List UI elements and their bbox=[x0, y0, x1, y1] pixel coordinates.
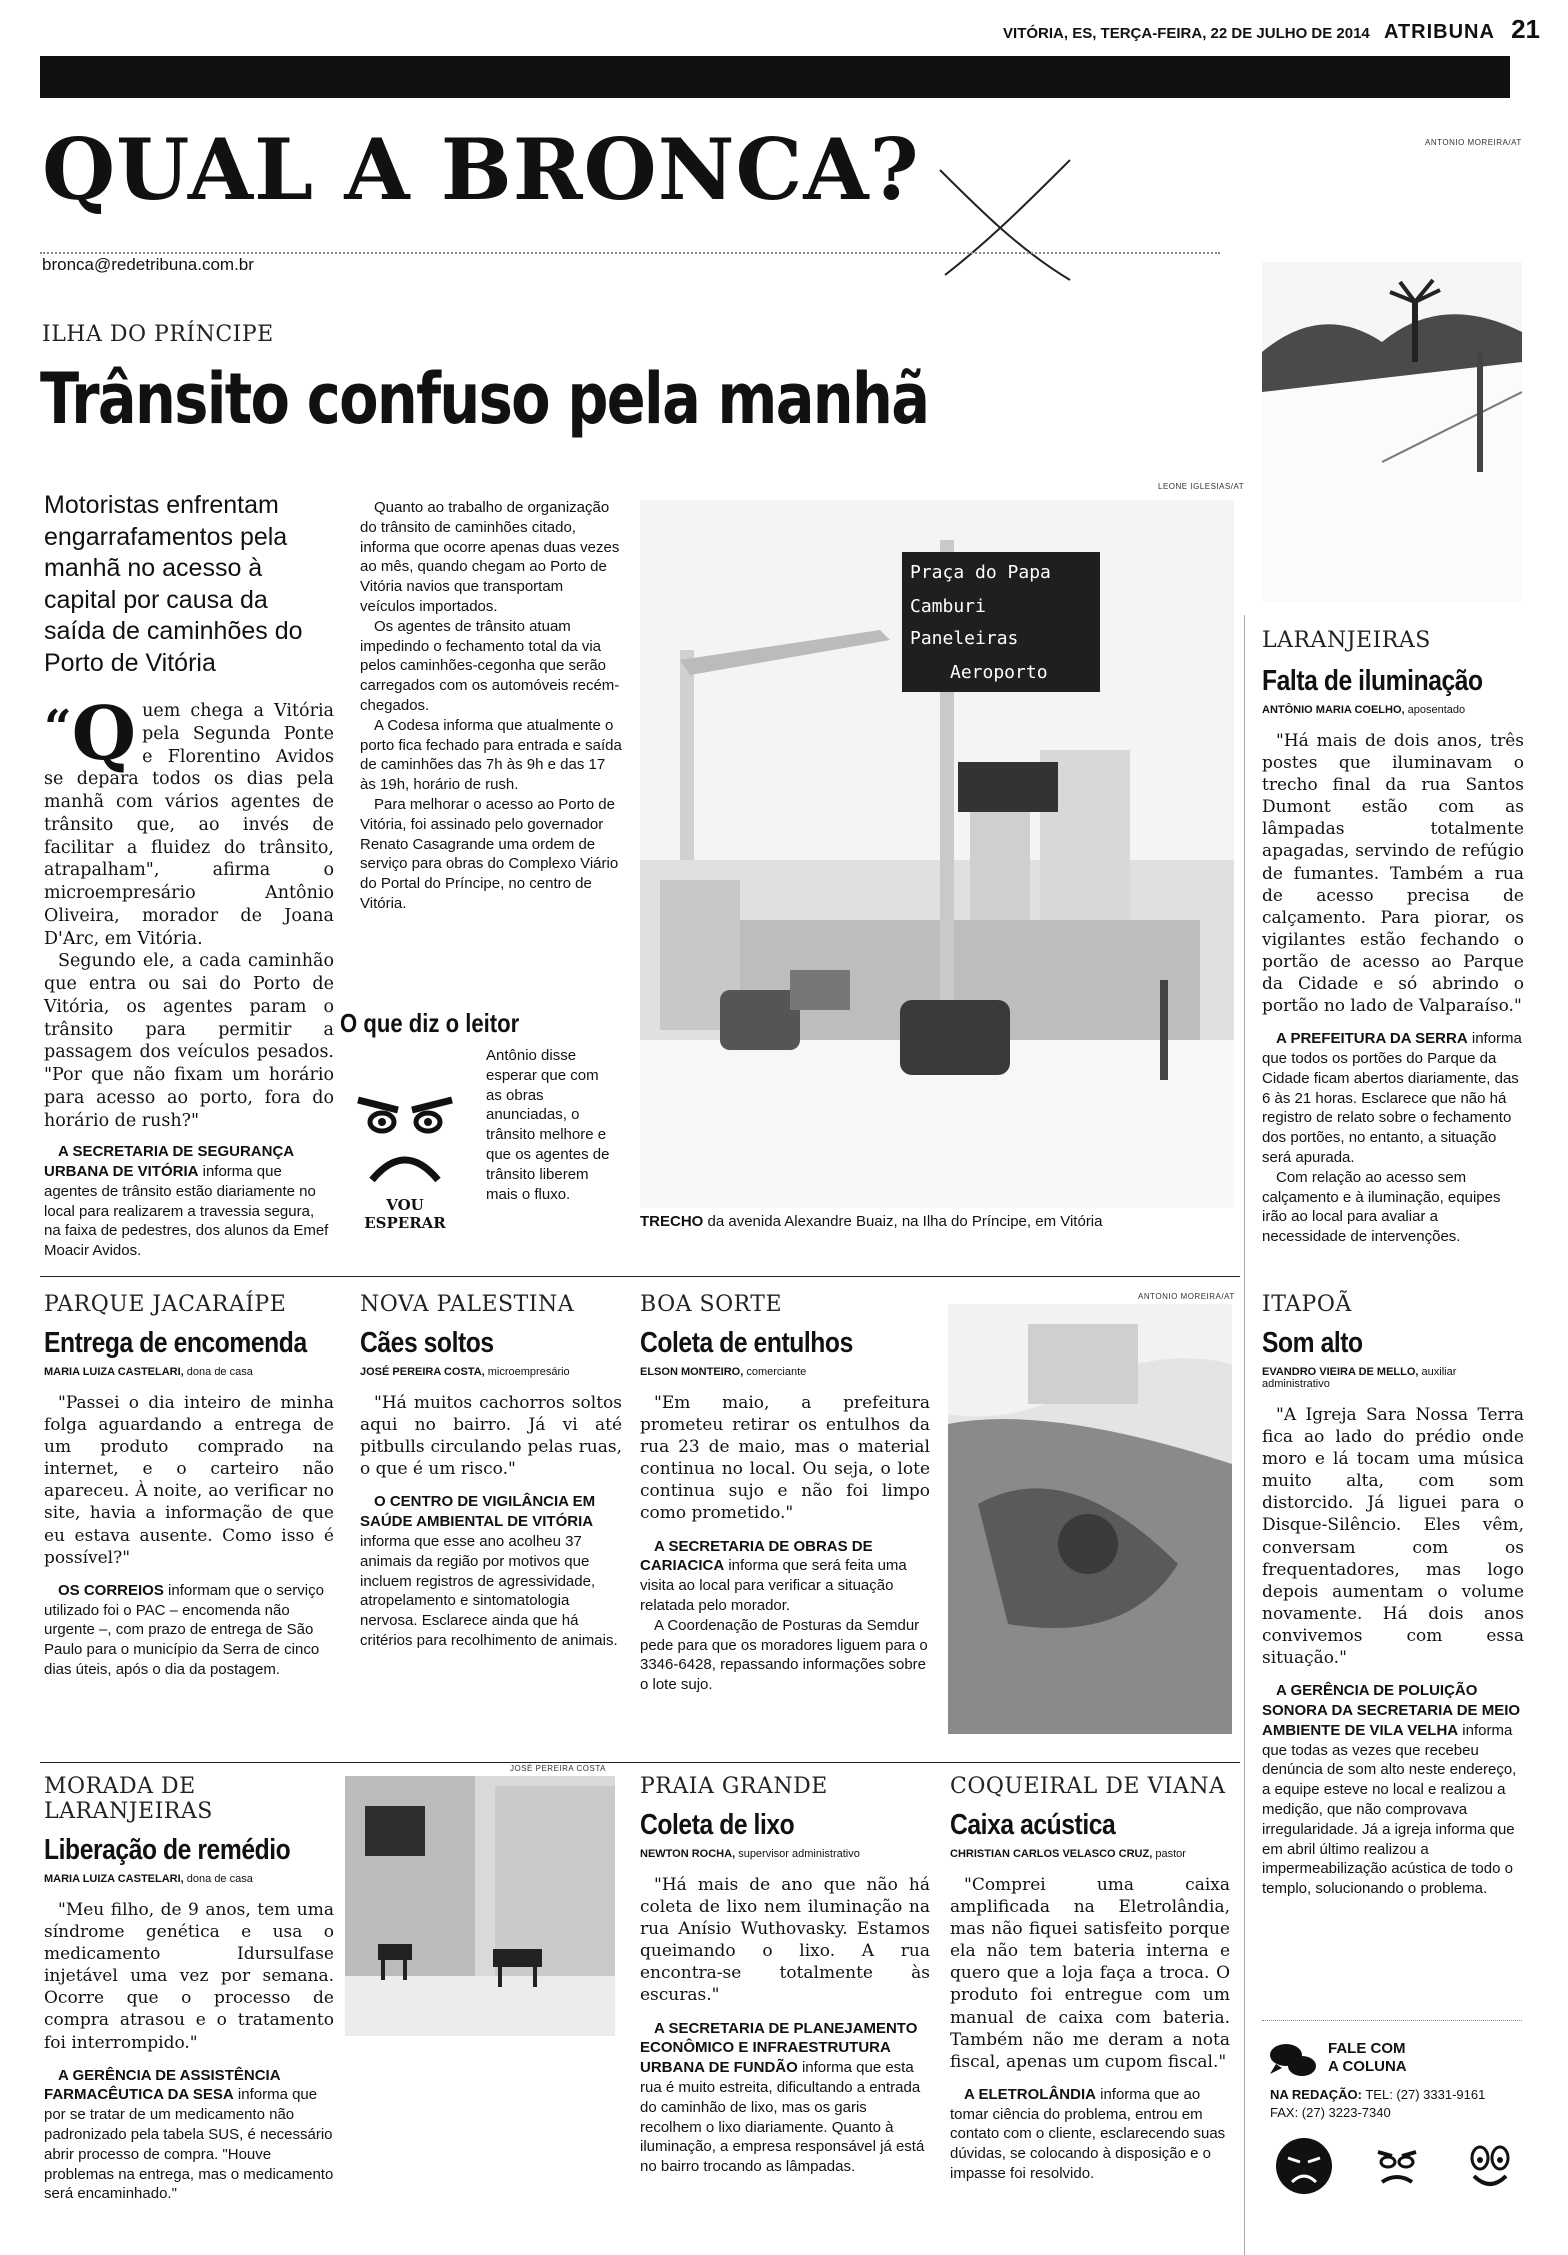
dateline: VITÓRIA, ES, TERÇA-FEIRA, 22 DE JULHO DE 2014 bbox=[1003, 25, 1370, 42]
rating-faces bbox=[1268, 2130, 1528, 2210]
boasorte-photo-credit: ANTONIO MOREIRA/AT bbox=[1138, 1292, 1235, 1301]
dotted-rule bbox=[40, 252, 1220, 254]
column-email[interactable]: bronca@redetribuna.com.br bbox=[42, 255, 254, 274]
praia-byline: NEWTON ROCHA, supervisor administrativo bbox=[640, 1848, 860, 1860]
boasorte-quote: "Em maio, a prefeitura prometeu retirar os entulhos da rua 23 de maio, mas o material continua no local. Ou seja, o lote continua sujo e não foi limpo como prometido." bbox=[640, 1393, 930, 1524]
coqueiral-response: A ELETROLÂNDIA informa que ao tomar ciência do problema, entrou em contato com o cliente, esclarecendo suas dúvidas, se colocando à disposição e o impasse foi resolvido. bbox=[950, 2085, 1226, 2183]
laranjeiras-response: A PREFEITURA DA SERRA informa que todos os portões do Parque da Cidade ficam abertos diariamente, das 6 às 21 horas. Esclarece que não há registro de relato sobre o fechamento dos portões, no entanto, a situação será apurada. bbox=[1262, 1030, 1522, 1166]
jacaraipe-quote: "Passei o dia inteiro de minha folga aguardando a entrega de um produto comprado na internet, e o carteiro não apareceu. À noite, ao verificar no site, havia a informação de que eu estava ausente. Como isso é possível?" bbox=[44, 1393, 334, 1568]
palestina-title: Cães soltos bbox=[360, 1327, 494, 1359]
main-photo-credit: LEONE IGLESIAS/AT bbox=[1158, 482, 1245, 491]
boasorte-response: A SECRETARIA DE OBRAS DE CARIACICA informa que será feita uma visita ao local para verificar a situação relatada pelo morador. bbox=[640, 1537, 907, 1614]
laranjeiras-photo bbox=[1262, 262, 1522, 602]
main-deck: Motoristas enfrentam engarrafamentos pela manhã no acesso à capital por causa da saída de caminhões do Porto de Vitória bbox=[44, 491, 303, 677]
main-c2-para-1: Quanto ao trabalho de organização do trânsito de caminhões citado, informa que ocorre apenas duas vezes ao mês, quando chegam ao Porto de Vitória navios que transportam veículos importados. bbox=[360, 499, 620, 615]
coqueiral-quote: "Comprei uma caixa amplificada na Eletrolândia, mas não fiquei satisfeito porque ela não tem bateria interna e quero que a loja faça a troca. O produto foi entregue com um manual de caixa com bateria. Também não me deram a nota fiscal, apenas um cupom fiscal." bbox=[950, 1875, 1230, 2072]
sign-line-3: Paneleiras bbox=[910, 628, 1019, 649]
main-para-2: Segundo ele, a cada caminhão que entra ou sai do Porto de Vitória, os agentes param o trânsito para permitir a passagem dos veículos pesados. "Por que não fixam um horário para acesso ao porto, fora do horário de rush?" bbox=[44, 951, 334, 1131]
itapoa-kicker: ITAPOÃ bbox=[1262, 1292, 1352, 1317]
caption-text: da avenida Alexandre Buaiz, na Ilha do Príncipe, em Vitória bbox=[703, 1213, 1103, 1230]
main-column-2 bbox=[360, 498, 622, 914]
laranjeiras-title: Falta de iluminação bbox=[1262, 665, 1483, 697]
fale-title-line-1: FALE COM bbox=[1328, 2040, 1406, 2057]
fale-fax[interactable]: FAX: (27) 3223-7340 bbox=[1270, 2104, 1391, 2120]
main-c2-para-2: Os agentes de trânsito atuam impedindo o fechamento total da via pelos caminhões-cegonha que serão carregados com os automóveis recém-chegados. bbox=[360, 617, 620, 714]
story-coqueiral bbox=[950, 1774, 1230, 2184]
main-c2-para-3: A Codesa informa que atualmente o porto fica fechado para entrada e saída de caminhões das 7h às 9h e das 17 às 19h, horário de rush. bbox=[360, 716, 622, 794]
top-black-bar bbox=[40, 56, 1510, 98]
morada-kicker: MORADA DE LARANJEIRAS bbox=[44, 1774, 213, 1824]
jacaraipe-response: OS CORREIOS informam que o serviço utilizado foi o PAC – encomenda não urgente –, com prazo de entrega de São Paulo para o município da Serra de cinco dias úteis, após o dia da postagem. bbox=[44, 1581, 324, 1678]
section-title: QUAL A BRONCA? bbox=[42, 120, 920, 219]
fale-redacao-label: NA REDAÇÃO: bbox=[1270, 2087, 1362, 2102]
laranjeiras-kicker: LARANJEIRAS bbox=[1262, 628, 1431, 653]
sign-line-1: Praça do Papa bbox=[910, 562, 1051, 583]
fale-dotted-rule bbox=[1262, 2020, 1522, 2022]
main-column-1 bbox=[44, 691, 334, 1261]
dogs-street-scene bbox=[345, 1776, 615, 2036]
caption-lead: TRECHO bbox=[640, 1213, 704, 1230]
angry-face-icon bbox=[350, 1080, 460, 1200]
dogs-photo-credit: JOSÉ PEREIRA COSTA bbox=[510, 1764, 606, 1773]
road-sign bbox=[902, 552, 1100, 692]
itapoa-byline: EVANDRO VIEIRA DE MELLO, auxiliar administrativo bbox=[1262, 1366, 1457, 1390]
scribble-x-mark bbox=[930, 150, 1080, 290]
boasorte-photo bbox=[948, 1304, 1232, 1734]
traffic-scene bbox=[640, 500, 1234, 1208]
itapoa-title: Som alto bbox=[1262, 1327, 1363, 1359]
dogs-photo bbox=[345, 1776, 615, 2036]
morada-response: A GERÊNCIA DE ASSISTÊNCIA FARMACÊUTICA DA SESA informa que por se tratar de um medicamento não padronizado pela tabela SUS, é necessário abrir processo de compra. "Houve problemas na entrega, mas o medicamento será encaminhado." bbox=[44, 2066, 334, 2203]
praia-title: Coleta de lixo bbox=[640, 1809, 795, 1841]
main-photo-caption bbox=[640, 1213, 1240, 1230]
story-palestina bbox=[360, 1292, 622, 1651]
happy-face-icon bbox=[1472, 2147, 1508, 2184]
palestina-response: O CENTRO DE VIGILÂNCIA EM SAÚDE AMBIENTAL DE VITÓRIA informa que esse ano acolheu 37 animais da região por motivos que incluem registros de agressividade, atropelamento e sintomatologia nervosa. Esclarece ainda que há critérios para recolhimento de animais. bbox=[360, 1493, 618, 1649]
palestina-byline: JOSÉ PEREIRA COSTA, microempresário bbox=[360, 1366, 570, 1378]
boasorte-kicker: BOA SORTE bbox=[640, 1292, 783, 1317]
main-photo bbox=[640, 500, 1234, 1208]
story-boasorte bbox=[640, 1292, 930, 1695]
story-itapoa bbox=[1262, 1292, 1524, 1899]
rubble-scene bbox=[948, 1304, 1232, 1734]
divider-mid bbox=[40, 1276, 1240, 1277]
story-jacaraipe bbox=[44, 1292, 334, 1680]
section-photo-credit: ANTONIO MOREIRA/AT bbox=[1425, 138, 1522, 147]
leitor-title: O que diz o leitor bbox=[340, 1008, 520, 1038]
palestina-quote: "Há muitos cachorros soltos aqui no bairro. Já vi até pitbulls circulando pelas ruas, o que é um risco." bbox=[360, 1393, 622, 1480]
morada-quote: "Meu filho, de 9 anos, tem uma síndrome genética e usa o medicamento Idursulfase injetável uma vez por semana. Ocorre que o processo de compra atrasou e o tratamento foi interrompido." bbox=[44, 1900, 334, 2053]
leitor-text: Antônio disse esperar que com as obras anunciadas, o trânsito melhore e que os agentes de trânsito liberem mais o fluxo. bbox=[486, 1047, 610, 1203]
furious-face-icon bbox=[1276, 2138, 1332, 2194]
main-headline: Trânsito confuso pela manhã bbox=[40, 358, 929, 440]
jacaraipe-kicker: PARQUE JACARAÍPE bbox=[44, 1292, 287, 1317]
main-response-lead: A SECRETARIA DE SEGURANÇA URBANA DE VITÓRIA bbox=[44, 1143, 294, 1181]
morada-title: Liberação de remédio bbox=[44, 1834, 291, 1866]
coqueiral-byline: CHRISTIAN CARLOS VELASCO CRUZ, pastor bbox=[950, 1848, 1186, 1860]
sign-line-2: Camburi bbox=[910, 596, 986, 617]
page-number: 21 bbox=[1511, 14, 1540, 44]
fale-title-line-2: A COLUNA bbox=[1328, 2058, 1407, 2075]
open-quote-mark: “ bbox=[44, 700, 72, 756]
boasorte-byline: ELSON MONTEIRO, comerciante bbox=[640, 1366, 807, 1378]
coqueiral-title: Caixa acústica bbox=[950, 1809, 1116, 1841]
morada-byline: MARIA LUIZA CASTELARI, dona de casa bbox=[44, 1873, 253, 1885]
fale-title bbox=[1328, 2040, 1407, 2076]
sign-line-4: Aeroporto bbox=[950, 662, 1048, 683]
laranjeiras-response-2: Com relação ao acesso sem calçamento e à iluminação, equipes irão ao local para avaliar a necessidade de intervenções. bbox=[1262, 1168, 1501, 1246]
palestina-kicker: NOVA PALESTINA bbox=[360, 1292, 575, 1317]
main-response bbox=[44, 1142, 334, 1261]
itapoa-response: A GERÊNCIA DE POLUIÇÃO SONORA DA SECRETARIA DE MEIO AMBIENTE DE VILA VELHA informa que todas as vezes que recebeu denúncia de som alto neste endereço, a equipe esteve no local e realizou a medição, que não comprovava irregularidade. Já a igreja informa que em abril último realizou a impermeabilização acústica de todo o templo, solucionando o problema. bbox=[1262, 1682, 1521, 1898]
praia-response: A SECRETARIA DE PLANEJAMENTO ECONÔMICO E INFRAESTRUTURA URBANA DE FUNDÃO informa que esta rua é muito estreita, dificultando a entrada do caminhão de lixo, mas os garis recolhem o lixo diariamente. Quanto à iluminação, a empresa responsável já está no bairro trocando as lâmpadas. bbox=[640, 2019, 925, 2176]
paper-name: ATRIBUNA bbox=[1383, 21, 1495, 43]
story-praia bbox=[640, 1774, 930, 2177]
palm-tree-scene bbox=[1262, 262, 1522, 602]
main-c2-para-4: Para melhorar o acesso ao Porto de Vitória, foi assinado pelo governador Renato Casagrande uma ordem de serviço para obras do Complexo Viário do Portal do Príncipe, no centro de Vitória. bbox=[360, 795, 619, 912]
laranjeiras-byline: ANTÔNIO MARIA COELHO, aposentado bbox=[1262, 704, 1466, 716]
boasorte-response-2: A Coordenação de Posturas da Semdur pede para que os moradores liguem para o 3346-6428, repassando informações sobre o lote sujo. bbox=[640, 1616, 928, 1694]
fale-tel[interactable]: TEL: (27) 3331-9161 bbox=[1365, 2087, 1486, 2102]
jacaraipe-title: Entrega de encomenda bbox=[44, 1327, 307, 1359]
divider-lower bbox=[40, 1762, 1240, 1763]
speech-bubbles-icon bbox=[1268, 2040, 1318, 2080]
dropcap: Q bbox=[71, 691, 137, 777]
story-morada bbox=[44, 1774, 334, 2204]
jacaraipe-byline: MARIA LUIZA CASTELARI, dona de casa bbox=[44, 1366, 253, 1378]
story-laranjeiras bbox=[1262, 628, 1524, 1247]
praia-kicker: PRAIA GRANDE bbox=[640, 1774, 828, 1799]
laranjeiras-quote: "Há mais de dois anos, três postes que iluminavam o trecho final da rua Santos Dumont estão com as lâmpadas totalmente apagadas, servindo de refúgio de fumantes. Também a rua de acesso precisa de calçamento. Para piorar, os vigilantes estão fechando o portão de acesso ao Parque da Cidade e só abrindo o portão no lado de Valparaíso." bbox=[1262, 731, 1524, 1017]
masthead bbox=[40, 14, 1540, 44]
boasorte-title: Coleta de entulhos bbox=[640, 1327, 853, 1359]
itapoa-quote: "A Igreja Sara Nossa Terra fica ao lado do prédio onde moro e lá tocam uma música muito alta, com som distorcido. Já liguei para o Disque-Silêncio. Eles vêm, conversam com os frequentadores, mas logo depois aumentam o volume novamente. Há dois anos convivemos com essa situação." bbox=[1262, 1405, 1524, 1669]
angry-face-small-icon bbox=[1378, 2152, 1416, 2182]
main-response-text: informa que agentes de trânsito estão diariamente no local para realizarem a travessia segura, na faixa de pedestres, dos alunos da Emef Moacir Avidos. bbox=[44, 1163, 329, 1260]
leitor-label: VOU ESPERAR bbox=[364, 1196, 446, 1232]
right-column-rule bbox=[1244, 615, 1245, 2255]
main-para-1: uem chega a Vitória pela Segunda Ponte e Florentino Avidos se depara todos os dias pela manhã com vários agentes de trânsito que, ao invés de facilitar a fluidez do trânsito, atrapalham", afirma o microempresário Antônio Oliveira, morador de Joana D'Arc, em Vitória. bbox=[44, 701, 334, 949]
fale-contact bbox=[1270, 2086, 1485, 2121]
coqueiral-kicker: COQUEIRAL DE VIANA bbox=[950, 1774, 1226, 1799]
praia-quote: "Há mais de ano que não há coleta de lixo nem iluminação na rua Anísio Wuthovasky. Estamos queimando o lixo. A rua encontra-se totalmente às escuras." bbox=[640, 1875, 930, 2006]
main-kicker: ILHA DO PRÍNCIPE bbox=[42, 322, 274, 347]
